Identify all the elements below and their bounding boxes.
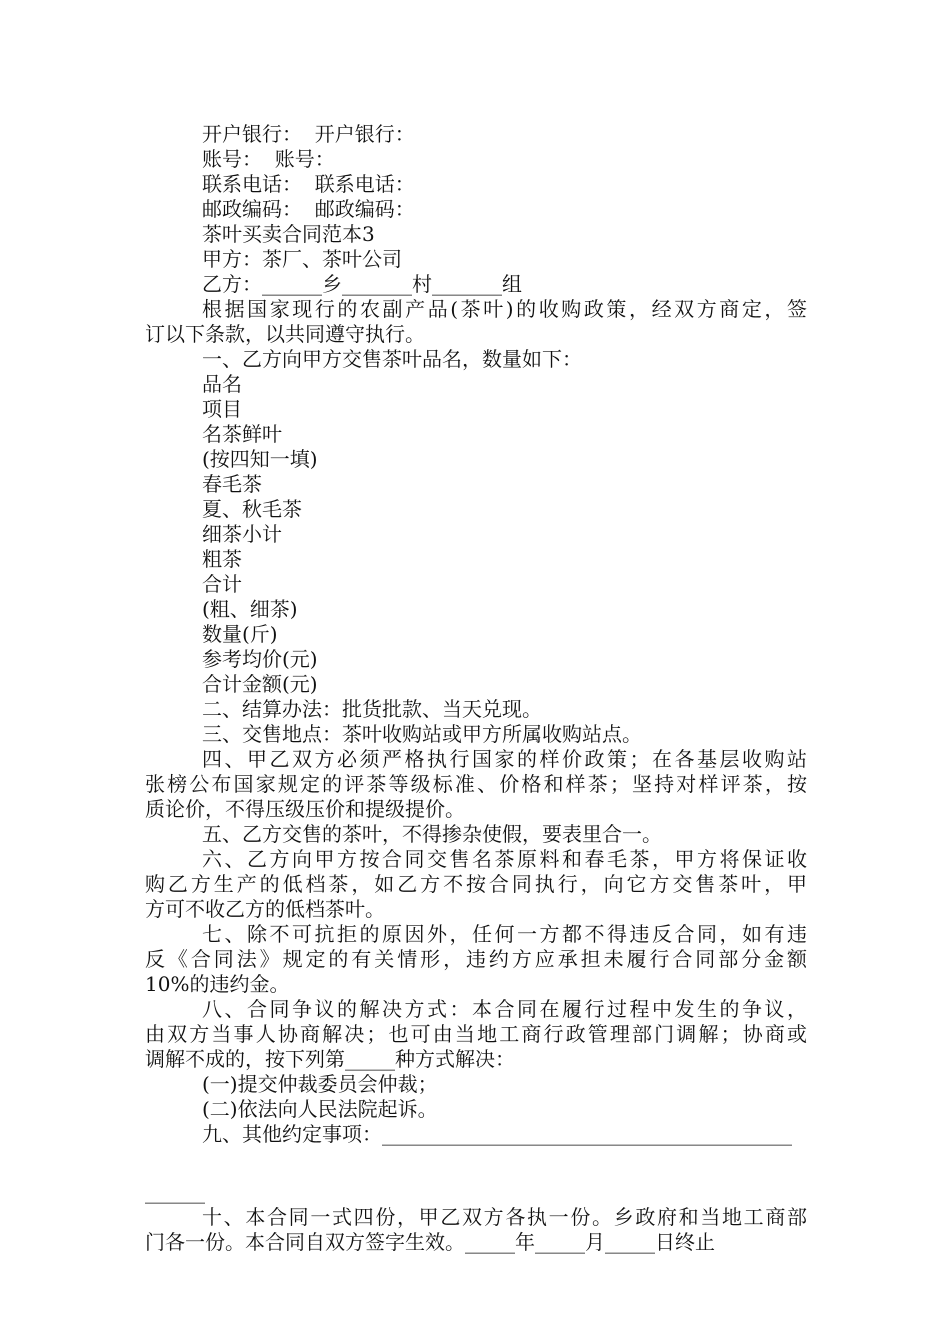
text-line: 联系电话： 联系电话：	[202, 172, 415, 196]
table-item: 细茶小计	[202, 522, 282, 546]
contract-body	[145, 122, 807, 1255]
clause-line: 六、乙方向甲方按合同交售名茶原料和春毛茶，甲方将保证收	[202, 847, 807, 871]
paragraph-line: 根据国家现行的农副产品(茶叶)的收购政策，经双方商定，签	[202, 297, 807, 321]
clause-line: 反《合同法》规定的有关情形，违约方应承担未履行合同部分金额	[145, 947, 807, 971]
clause-line: 四、甲乙双方必须严格执行国家的样价政策；在各基层收购站	[202, 747, 807, 771]
table-item: 夏、秋毛茶	[202, 497, 302, 521]
clause-line: 10%的违约金。	[145, 972, 290, 996]
table-item: 合计金额(元)	[202, 672, 318, 696]
table-item: 数量(斤)	[202, 622, 278, 646]
clause-line: (一)提交仲裁委员会仲裁；	[202, 1072, 438, 1096]
table-item: 名茶鲜叶	[202, 422, 282, 446]
table-item: (按四知一填)	[202, 447, 318, 471]
clause-line: 十、本合同一式四份，甲乙双方各执一份。乡政府和当地工商部	[202, 1205, 807, 1229]
clause-line: 九、其他约定事项：_________________________________________	[202, 1122, 792, 1146]
clause-line: 由双方当事人协商解决；也可由当地工商行政管理部门调解；协商或	[145, 1022, 807, 1046]
text-line: 甲方：茶厂、茶叶公司	[202, 247, 402, 271]
clause-line: 质论价，不得压级压价和提级提价。	[145, 797, 465, 821]
clause-line: 张榜公布国家规定的评茶等级标准、价格和样茶；坚持对样评茶，按	[145, 772, 807, 796]
clause-line: 购乙方生产的低档茶，如乙方不按合同执行，向它方交售茶叶，甲	[145, 872, 807, 896]
clause-line: (二)依法向人民法院起诉。	[202, 1097, 438, 1121]
text-line: 开户银行： 开户银行：	[202, 122, 415, 146]
clause-line: 八、合同争议的解决方式：本合同在履行过程中发生的争议，	[202, 997, 807, 1021]
clause-line: 三、交售地点：茶叶收购站或甲方所属收购站点。	[202, 722, 642, 746]
table-item: (粗、细茶)	[202, 597, 298, 621]
table-item: 参考均价(元)	[202, 647, 318, 671]
section-title: 茶叶买卖合同范本3	[202, 222, 375, 246]
text-line: 邮政编码： 邮政编码：	[202, 197, 415, 221]
clause-line: 五、乙方交售的茶叶，不得掺杂使假，要表里合一。	[202, 822, 662, 846]
blank-underline: ______	[145, 1180, 205, 1204]
clause-line: 一、乙方向甲方交售茶叶品名，数量如下：	[202, 347, 582, 371]
clause-line: 七、除不可抗拒的原因外，任何一方都不得违反合同，如有违	[202, 922, 807, 946]
text-line: 乙方：______乡_______村_______组	[202, 272, 522, 296]
table-item: 粗茶	[202, 547, 242, 571]
table-item: 合计	[202, 572, 242, 596]
table-item: 春毛茶	[202, 472, 262, 496]
clause-line: 方可不收乙方的低档茶叶。	[145, 897, 385, 921]
text-line: 账号： 账号：	[202, 147, 335, 171]
paragraph-line: 订以下条款，以共同遵守执行。	[145, 322, 425, 346]
blank-gap	[145, 1147, 807, 1180]
clause-line: 二、结算办法：批货批款、当天兑现。	[202, 697, 542, 721]
table-item: 项目	[202, 397, 242, 421]
clause-line: 调解不成的，按下列第_____种方式解决：	[145, 1047, 515, 1071]
clause-line: 门各一份。本合同自双方签字生效。_____年_____月_____日终止	[145, 1230, 715, 1254]
table-item: 品名	[202, 372, 242, 396]
